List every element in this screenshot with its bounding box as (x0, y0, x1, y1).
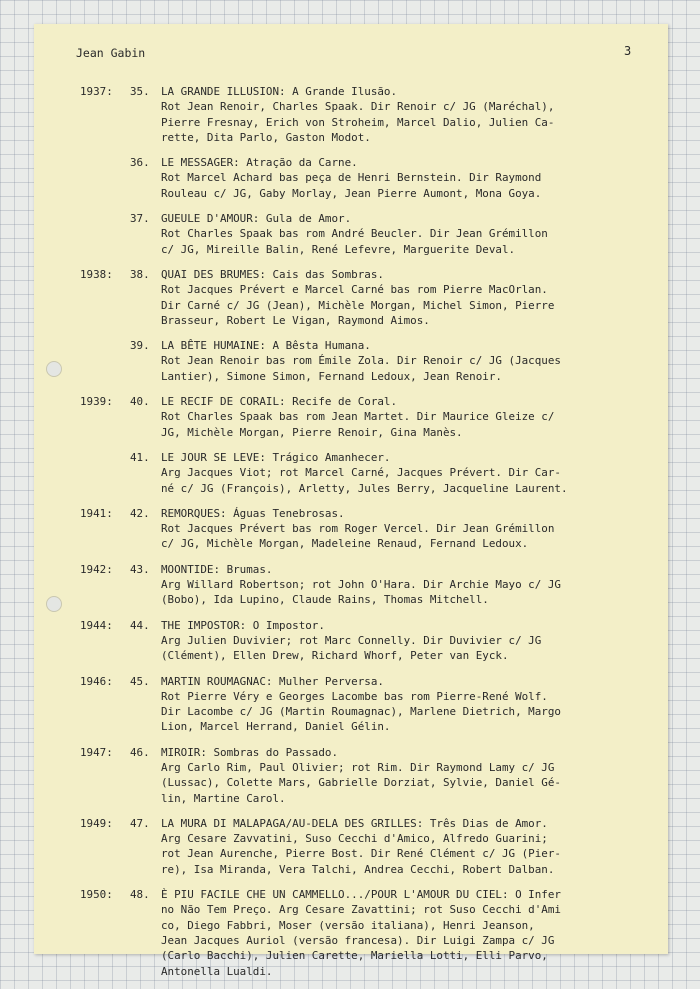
entry-year: 1941: (80, 506, 113, 520)
filmography-entry (34, 84, 668, 145)
filmography-entry (34, 618, 668, 664)
entry-title-line: GUEULE D'AMOUR: Gula de Amor. (161, 212, 352, 226)
entry-credits-line: Brasseur, Robert Le Vigan, Raymond Aimos. (161, 313, 430, 327)
entry-text (161, 267, 651, 328)
entry-credits-line: Rot Jean Renoir, Charles Spaak. Dir Renoir c/ JG (Maréchal), (161, 100, 555, 114)
entry-title-line: MARTIN ROUMAGNAC: Mulher Perversa. (161, 674, 384, 688)
entry-credits-line: rette, Dita Parlo, Gaston Modot. (161, 130, 371, 144)
entry-number: 43. (130, 562, 150, 576)
entry-credits-line: Rot Pierre Véry e Georges Lacombe bas rom Pierre-René Wolf. (161, 689, 548, 703)
entry-number: 38. (130, 267, 150, 281)
entry-title-line: THE IMPOSTOR: O Impostor. (161, 618, 325, 632)
entry-text (161, 155, 651, 201)
entry-year: 1946: (80, 674, 113, 688)
filmography-entry (34, 674, 668, 735)
entry-number: 42. (130, 506, 150, 520)
entry-text (161, 450, 651, 496)
entry-credits-line: c/ JG, Michèle Morgan, Madeleine Renaud, Fernand Ledoux. (161, 537, 529, 551)
entry-credits-line: lin, Martine Carol. (161, 791, 286, 805)
entry-credits-line: Rot Charles Spaak bas rom André Beucler. Dir Jean Grémillon (161, 227, 548, 241)
filmography-entry (34, 887, 668, 979)
entry-title-line: LE JOUR SE LEVE: Trágico Amanhecer. (161, 450, 391, 464)
filmography-entry (34, 394, 668, 440)
entry-credits-line: (Clément), Ellen Drew, Richard Whorf, Peter van Eyck. (161, 649, 509, 663)
filmography-entry (34, 562, 668, 608)
document-page (34, 24, 668, 978)
entry-credits-line: rot Jean Aurenche, Pierre Bost. Dir René Clément c/ JG (Pier- (161, 847, 561, 861)
entry-text (161, 816, 651, 877)
filmography-entry (34, 450, 668, 496)
entry-text (161, 506, 651, 552)
filmography-entry (34, 211, 668, 257)
entry-text (161, 887, 651, 979)
entry-text (161, 618, 651, 664)
entry-number: 45. (130, 674, 150, 688)
entry-title-line: MIROIR: Sombras do Passado. (161, 745, 339, 759)
entry-credits-line: Rot Marcel Achard bas peça de Henri Bernstein. Dir Raymond (161, 171, 542, 185)
entry-number: 41. (130, 450, 150, 464)
entry-number: 46. (130, 745, 150, 759)
entry-credits-line: JG, Michèle Morgan, Pierre Renoir, Gina Manès. (161, 425, 463, 439)
entry-title-line: LE RECIF DE CORAIL: Recife de Coral. (161, 395, 398, 409)
entry-credits-line: Rouleau c/ JG, Gaby Morlay, Jean Pierre Aumont, Mona Goya. (161, 186, 542, 200)
entry-number: 47. (130, 816, 150, 830)
entry-title-line: MOONTIDE: Brumas. (161, 562, 273, 576)
entry-title-line: LA MURA DI MALAPAGA/AU-DELA DES GRILLES: Três Dias de Amor. (161, 816, 548, 830)
entry-year: 1938: (80, 267, 113, 281)
page-number: 3 (624, 44, 632, 58)
entry-year: 1939: (80, 395, 113, 409)
entry-year: 1947: (80, 745, 113, 759)
entry-number: 36. (130, 156, 150, 170)
entry-credits-line: co, Diego Fabbri, Moser (versão italiana), Henri Jeanson, (161, 918, 535, 932)
entry-credits-line: c/ JG, Mireille Balin, René Lefevre, Marguerite Deval. (161, 242, 516, 256)
entry-title-line: È PIU FACILE CHE UN CAMMELLO.../POUR L'AMOUR DU CIEL: O Infer (161, 888, 561, 902)
entry-year: 1950: (80, 888, 113, 902)
entry-credits-line: Rot Charles Spaak bas rom Jean Martet. Dir Maurice Gleize c/ (161, 410, 555, 424)
entry-text (161, 211, 651, 257)
entry-number: 48. (130, 888, 150, 902)
entry-credits-line: Lion, Marcel Herrand, Daniel Gélin. (161, 720, 391, 734)
entry-credits-line: Jean Jacques Auriol (versão francesa). Dir Luigi Zampa c/ JG (161, 933, 555, 947)
entry-credits-line: Arg Carlo Rim, Paul Olivier; rot Rim. Dir Raymond Lamy c/ JG (161, 760, 555, 774)
entry-credits-line: Rot Jacques Prévert e Marcel Carné bas rom Pierre MacOrlan. (161, 283, 548, 297)
entry-credits-line: (Lussac), Colette Mars, Gabrielle Dorziat, Sylvie, Daniel Gé- (161, 776, 561, 790)
entry-year: 1949: (80, 816, 113, 830)
entry-year: 1942: (80, 562, 113, 576)
filmography-list (34, 84, 668, 989)
entry-text (161, 562, 651, 608)
filmography-entry (34, 745, 668, 806)
entry-credits-line: Pierre Fresnay, Erich von Stroheim, Marcel Dalio, Julien Ca- (161, 115, 555, 129)
entry-credits-line: Arg Julien Duvivier; rot Marc Connelly. Dir Duvivier c/ JG (161, 633, 542, 647)
entry-credits-line: re), Isa Miranda, Vera Talchi, Andrea Cecchi, Robert Dalban. (161, 862, 555, 876)
entry-number: 35. (130, 85, 150, 98)
entry-year: 1937: (80, 85, 113, 98)
entry-credits-line: Dir Lacombe c/ JG (Martin Roumagnac), Marlene Dietrich, Margo (161, 705, 561, 719)
entry-title-line: REMORQUES: Águas Tenebrosas. (161, 506, 345, 520)
filmography-entry (34, 155, 668, 201)
entry-credits-line: no Não Tem Preço. Arg Cesare Zavattini; rot Suso Cecchi d'Ami (161, 903, 561, 917)
entry-number: 44. (130, 618, 150, 632)
entry-year: 1944: (80, 618, 113, 632)
entry-text (161, 394, 651, 440)
filmography-entry (34, 816, 668, 877)
entry-credits-line: Antonella Lualdi. (161, 964, 273, 978)
entry-text (161, 745, 651, 806)
entry-credits-line: né c/ JG (François), Arletty, Jules Berry, Jacqueline Laurent. (161, 481, 568, 495)
filmography-entry (34, 267, 668, 328)
entry-text (161, 338, 651, 384)
entry-text (161, 84, 651, 145)
entry-credits-line: (Bobo), Ida Lupino, Claude Rains, Thomas Mitchell. (161, 593, 489, 607)
entry-title-line: QUAI DES BRUMES: Cais das Sombras. (161, 267, 384, 281)
entry-credits-line: Dir Carné c/ JG (Jean), Michèle Morgan, Michel Simon, Pierre (161, 298, 555, 312)
header-author: Jean Gabin (76, 46, 146, 60)
entry-credits-line: Rot Jacques Prévert bas rom Roger Vercel. Dir Jean Grémillon (161, 522, 555, 536)
entry-number: 40. (130, 395, 150, 409)
filmography-entry (34, 506, 668, 552)
entry-title-line: LE MESSAGER: Atração da Carne. (161, 156, 358, 170)
entry-credits-line: Arg Jacques Viot; rot Marcel Carné, Jacques Prévert. Dir Car- (161, 466, 561, 480)
entry-credits-line: Arg Cesare Zavvatini, Suso Cecchi d'Amico, Alfredo Guarini; (161, 832, 548, 846)
entry-credits-line: (Carlo Bacchi), Julien Carette, Mariella Lotti, Elli Parvo, (161, 949, 548, 963)
entry-credits-line: Rot Jean Renoir bas rom Émile Zola. Dir Renoir c/ JG (Jacques (161, 354, 561, 368)
entry-title-line: LA BÊTE HUMAINE: A Bêsta Humana. (161, 339, 371, 353)
entry-text (161, 674, 651, 735)
entry-title-line: LA GRANDE ILLUSION: A Grande Ilusão. (161, 85, 398, 98)
entry-number: 39. (130, 339, 150, 353)
entry-number: 37. (130, 212, 150, 226)
entry-credits-line: Lantier), Simone Simon, Fernand Ledoux, Jean Renoir. (161, 369, 502, 383)
entry-credits-line: Arg Willard Robertson; rot John O'Hara. Dir Archie Mayo c/ JG (161, 578, 561, 592)
filmography-entry (34, 338, 668, 384)
